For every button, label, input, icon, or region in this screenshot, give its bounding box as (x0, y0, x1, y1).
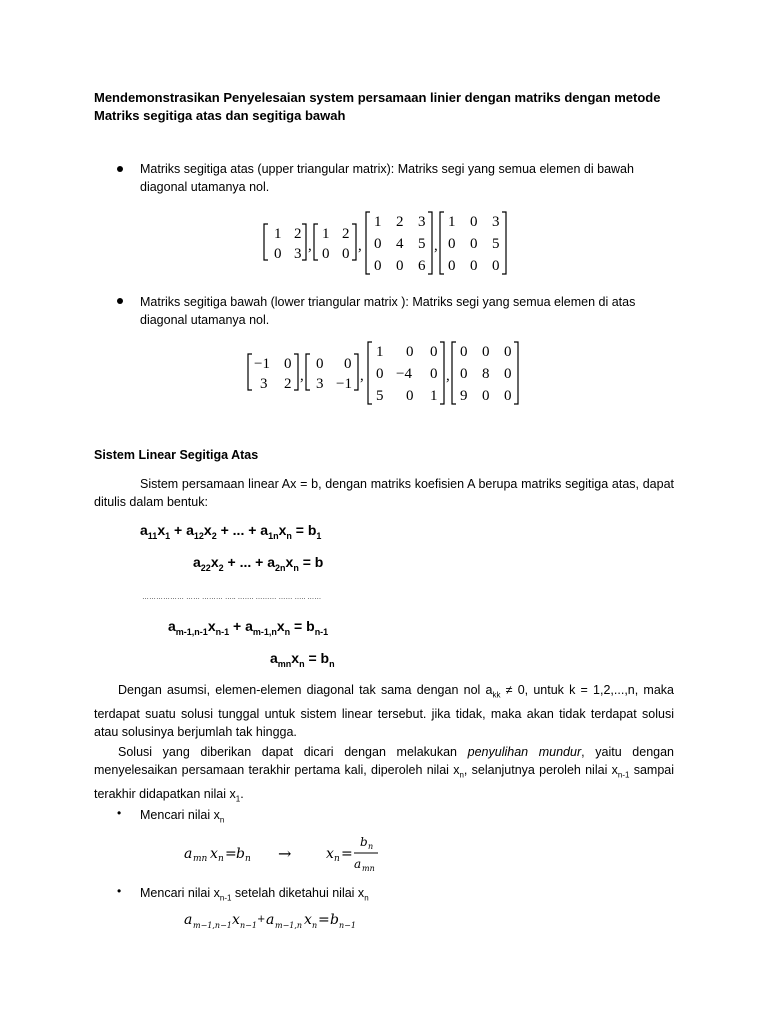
formula-text: mn (193, 854, 208, 864)
bracket-left (440, 212, 444, 274)
matrix-entry: 0 (460, 344, 468, 360)
matrix-entry: 0 (342, 246, 350, 262)
matrix-entry: 3 (316, 376, 324, 392)
bracket-left (452, 342, 456, 404)
solution-text-a: Solusi yang diberikan dapat dicari dengan melakukan (118, 745, 468, 759)
bullet-dot (117, 166, 123, 172)
equation-row-m-1: $a_{m-1,n-1}x_{n-1} + a_{m-1,n}x_n = b_{n-1}$ (168, 618, 329, 637)
formula-text: a (184, 846, 193, 862)
bracket-left (366, 212, 370, 274)
matrix-entry: 3 (260, 376, 268, 392)
lower-def-line2: diagonal utamanya nol. (140, 313, 270, 327)
matrix-entry: 0 (430, 366, 438, 382)
matrix-entry: 0 (430, 344, 438, 360)
page-title-line1: Mendemonstrasikan Penyelesaian system persamaan linier dengan matriks dengan metode (94, 90, 661, 105)
matrix-entry: 1 (430, 388, 438, 404)
matrix-entry: 8 (482, 366, 490, 382)
solution-text-b: , yaitu dengan menyelesaikan persamaan terakhir pertama kali, diperoleh nilai x (94, 745, 674, 777)
matrix-entry: 2 (342, 226, 350, 242)
equation-row-m: $a_{mn}x_n = b_n$ (270, 650, 335, 669)
formula-text: x (232, 912, 240, 928)
formula-text: n−1 (339, 921, 356, 930)
matrix-entry: 0 (284, 356, 292, 372)
matrix-entry: 9 (460, 388, 468, 404)
solution-text-e: . (240, 786, 244, 801)
matrix-entry: 2 (284, 376, 292, 392)
mencari-xn1-sub: n-1 (219, 893, 232, 903)
matrix-entry: 5 (376, 388, 384, 404)
matrix-entry: 1 (322, 226, 330, 242)
formula-text: m−1,n (275, 921, 303, 930)
matrix-entry: 0 (470, 214, 478, 230)
intro-paragraph: Sistem persamaan linear Ax = b, dengan matriks koefisien A berupa matriks segitiga atas, dapat ditulis dalam bentuk: (94, 477, 674, 509)
matrix-entry: 3 (492, 214, 500, 230)
formula-text: x (210, 846, 218, 862)
arrow-icon: → (278, 844, 292, 863)
matrix-entry: 3 (294, 246, 302, 262)
matrix-entry: 0 (374, 258, 382, 274)
formula-text: n (368, 842, 374, 851)
bracket-right (352, 224, 356, 260)
matrix-entry: 2 (294, 226, 302, 242)
solution-paragraph (94, 743, 674, 808)
formula-text: = (225, 846, 237, 862)
formula-text: mn (362, 864, 375, 873)
matrix-entry: 1 (274, 226, 282, 242)
matrix-entry: 0 (492, 258, 500, 274)
solution-text-d: sampai terakhir didapatkan nilai x (94, 763, 674, 801)
solution-sub-2: n-1 (617, 770, 630, 780)
matrix-entry: 0 (406, 344, 414, 360)
matrix-entry: 0 (448, 236, 456, 252)
mencari-xn1-text-a: Mencari nilai x (140, 886, 220, 900)
equation-row-2: $a_{22}x_2$ + ... + $a_{2n}x_n = b$ (193, 554, 324, 573)
matrix-entry: 0 (274, 246, 282, 262)
bracket-left (248, 354, 252, 390)
matrix-entry: 0 (482, 388, 490, 404)
formula-text: x (304, 912, 312, 928)
comma: , (446, 368, 450, 384)
matrix-entry: −1 (254, 356, 270, 372)
matrix-entry: 0 (376, 366, 384, 382)
bracket-right (428, 212, 432, 274)
matrix-entry: 1 (448, 214, 456, 230)
mencari-xn-sub: n (219, 815, 225, 825)
matrix-entry: 0 (470, 236, 478, 252)
assumption-sub: kk (492, 690, 501, 700)
equation-row-1: $a_{11}x_1 + a_{12}x_2$ + ... + $a_{1n}x_n = b_1$ (140, 522, 322, 541)
formula-text: a (184, 912, 193, 928)
matrix-entry: 0 (374, 236, 382, 252)
formula-text: n (245, 854, 251, 864)
matrix-entry: 0 (322, 246, 330, 262)
assumption-text-a: Dengan asumsi, elemen-elemen diagonal tak sama dengan nol a (118, 683, 493, 697)
formula-xn1 (180, 904, 380, 934)
formula-text: b (360, 835, 368, 849)
upper-matrix-examples (258, 208, 518, 278)
assumption-paragraph (94, 681, 674, 741)
matrix-entry: 5 (418, 236, 426, 252)
solution-text-c: , selanjutnya peroleh nilai x (463, 763, 618, 777)
bracket-left (314, 224, 318, 260)
bracket-right (354, 354, 358, 390)
formula-text: n (312, 921, 318, 930)
bullet-dot (117, 298, 123, 304)
mencari-xn-label (140, 806, 224, 830)
formula-text: m−1,n−1 (193, 921, 232, 930)
page-title-line2: Matriks segitiga atas dan segitiga bawah (94, 108, 346, 123)
lower-matrix-examples (242, 338, 532, 408)
bracket-right (502, 212, 506, 274)
formula-xn (180, 830, 400, 874)
mencari-xn1-sub2: n (364, 893, 369, 903)
matrix-entry: 4 (396, 236, 404, 252)
equation-ellipsis: ……………… …… ……… ….. ……. ……… …… ….. …… (142, 594, 322, 601)
formula-text: a (354, 857, 362, 871)
assumption-text-b: ≠ 0, untuk k = 1,2,...,n, maka terdapat suatu solusi tunggal untuk sistem linear tersebut. jika tidak, maka akan tidak terdapat solusi atau solusinya berjumlah tak hingga. (94, 683, 674, 739)
solution-sub-3: 1 (235, 794, 241, 803)
bracket-left (368, 342, 372, 404)
bracket-left (306, 354, 310, 390)
matrix-entry: 0 (316, 356, 324, 372)
comma: , (360, 368, 364, 384)
matrix-entry: 3 (418, 214, 426, 230)
upper-def-line1: Matriks segitiga atas (upper triangular matrix): Matriks segi yang semua elemen di bawah (140, 162, 634, 176)
bullet-dot-small: • (117, 884, 122, 898)
mencari-xn-text: Mencari nilai x (140, 808, 220, 822)
matrix-entry: 0 (406, 388, 414, 404)
matrix-entry: 1 (376, 344, 384, 360)
solution-sub-1: n (459, 770, 464, 780)
upper-def-line2: diagonal utamanya nol. (140, 180, 270, 194)
matrix-entry: 0 (504, 344, 512, 360)
comma: , (358, 238, 362, 254)
formula-text: x (326, 846, 334, 862)
formula-text: a (266, 912, 275, 928)
comma: , (434, 238, 438, 254)
bracket-right (440, 342, 444, 404)
formula-text: b (330, 912, 339, 928)
matrix-entry: 0 (504, 388, 512, 404)
matrix-entry: −4 (396, 366, 412, 382)
matrix-entry: 0 (470, 258, 478, 274)
matrix-entry: 2 (396, 214, 404, 230)
comma: , (300, 368, 304, 384)
mencari-xn1-text-b: setelah diketahui nilai x (231, 886, 365, 900)
bracket-right (302, 224, 306, 260)
matrix-entry: 6 (418, 258, 426, 274)
matrix-entry: 1 (374, 214, 382, 230)
comma: , (308, 238, 312, 254)
formula-text: n (218, 854, 224, 864)
bracket-right (514, 342, 518, 404)
formula-text: + (257, 914, 266, 925)
matrix-entry: 0 (396, 258, 404, 274)
bracket-left (264, 224, 268, 260)
bullet-dot-small: • (117, 806, 122, 820)
formula-text: n (334, 854, 340, 864)
matrix-entry: 0 (460, 366, 468, 382)
bracket-right (294, 354, 298, 390)
matrix-entry: 5 (492, 236, 500, 252)
matrix-entry: −1 (336, 376, 352, 392)
section-heading: Sistem Linear Segitiga Atas (94, 448, 259, 462)
matrix-entry: 0 (482, 344, 490, 360)
formula-text: = (318, 912, 330, 928)
formula-text: = (341, 846, 353, 862)
matrix-entry: 0 (448, 258, 456, 274)
matrix-entry: 0 (504, 366, 512, 382)
lower-def-line1: Matriks segitiga bawah (lower triangular matrix ): Matriks segi yang semua elemen di atas (140, 295, 636, 309)
matrix-entry: 0 (344, 356, 352, 372)
solution-emphasis: penyulihan mundur (467, 745, 582, 759)
formula-text: n−1 (240, 921, 257, 930)
formula-text: b (236, 846, 245, 862)
